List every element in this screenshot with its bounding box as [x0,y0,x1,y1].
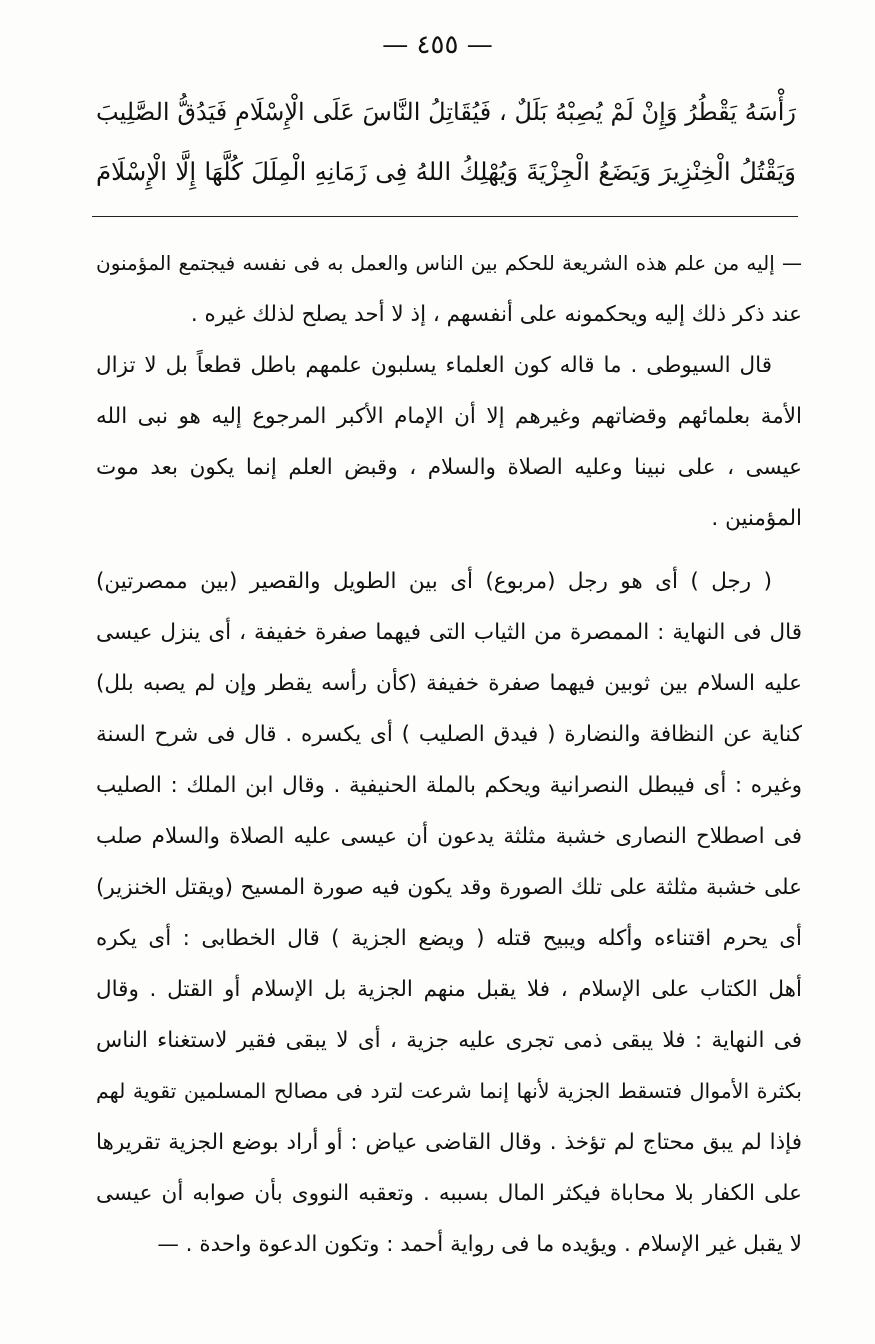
commentary-line: بكثرة الأموال فتسقط الجزية لأنها إنما شرعت لترد فى مصالح المسلمين تقوية لهم [96,1079,802,1103]
commentary-line: عليه السلام بين ثوبين فيهما صفرة خفيفة (كأن رأسه يقطر وإن لم يصبه بلل) [96,671,802,696]
paragraph-gap [96,544,802,556]
commentary-line: قال السيوطى . ما قاله كون العلماء يسلبون علمهم باطل قطعاً بل لا تزال [96,353,772,378]
commentary-line: ( رجل ) أى هو رجل (مربوع) أى بين الطويل والقصير (بين ممصرتين) [96,569,772,594]
commentary-line: على الكفار بلا محاباة فيكثر المال بسببه . وتعقبه النووى بأن صوابه أن عيسى [96,1181,802,1206]
commentary-line: قال فى النهاية : الممصرة من الثياب التى فيهما صفرة خفيفة ، أى ينزل عيسى [96,620,802,645]
horizontal-rule [92,216,798,217]
commentary-line: المؤمنين . [711,506,802,531]
commentary-line: أهل الكتاب على الإسلام ، فلا يقبل منهم الجزية بل الإسلام أو القتل . وقال [96,977,802,1002]
commentary-line: الأمة بعلمائهم وقضاتهم وغيرهم إلا أن الإمام الأكبر المرجوع إليه هو نبى الله [96,404,802,429]
hadith-line-1: رَأْسَهُ يَقْطُرُ وَإِنْ لَمْ يُصِبْهُ بَلَلٌ ، فَيُقَاتِلُ النَّاسَ عَلَى الْإِسْلَامِ فَيَدُقُّ الصَّلِيبَ [96,98,796,126]
commentary-line: عند ذكر ذلك إليه ويحكمونه على أنفسهم ، إذ لا أحد يصلح لذلك غيره . [190,302,802,327]
commentary-line: كناية عن النظافة والنضارة ( فيدق الصليب ) أى يكسره . قال فى شرح السنة [96,722,802,747]
commentary-line: فإذا لم يبق محتاج لم تؤخذ . وقال القاضى عياض : أو أراد بوضع الجزية تقريرها [96,1130,802,1155]
commentary-line: على خشبة مثلثة على تلك الصورة وقد يكون فيه صورة المسيح (ويقتل الخنزير) [96,875,802,900]
page-number: — ٤٥٥ — [382,30,493,60]
commentary-line: فى النهاية : فلا يبقى ذمى تجرى عليه جزية ، أى لا يبقى فقير لاستغناء الناس [96,1028,802,1053]
commentary-line: أى يحرم اقتناءه وأكله ويبيح قتله ( ويضع الجزية ) قال الخطابى : أى يكره [96,926,802,951]
hadith-line-2: وَيَقْتُلُ الْخِنْزِيرَ وَيَضَعُ الْجِزْيَةَ وَيُهْلِكُ اللهُ فِى زَمَانِهِ الْمِلَلَ كُلَّهَا إِلَّا الْإِسْلَامَ [96,157,796,186]
commentary-line: فى اصطلاح النصارى خشبة مثلثة يدعون أن عيسى عليه الصلاة والسلام صلب [96,824,802,849]
commentary-line: عيسى ، على نبينا وعليه الصلاة والسلام ، وقبض العلم إنما يكون بعد موت [96,455,802,480]
commentary-text [96,238,802,1270]
commentary-line: وغيره : أى فيبطل النصرانية ويحكم بالملة الحنيفية . وقال ابن الملك : الصليب [96,773,802,798]
commentary-line: — إليه من علم هذه الشريعة للحكم بين الناس والعمل به فى نفسه فيجتمع المؤمنون [96,251,802,275]
commentary-line: لا يقبل غير الإسلام . ويؤيده ما فى رواية أحمد : وتكون الدعوة واحدة . — [157,1232,802,1257]
